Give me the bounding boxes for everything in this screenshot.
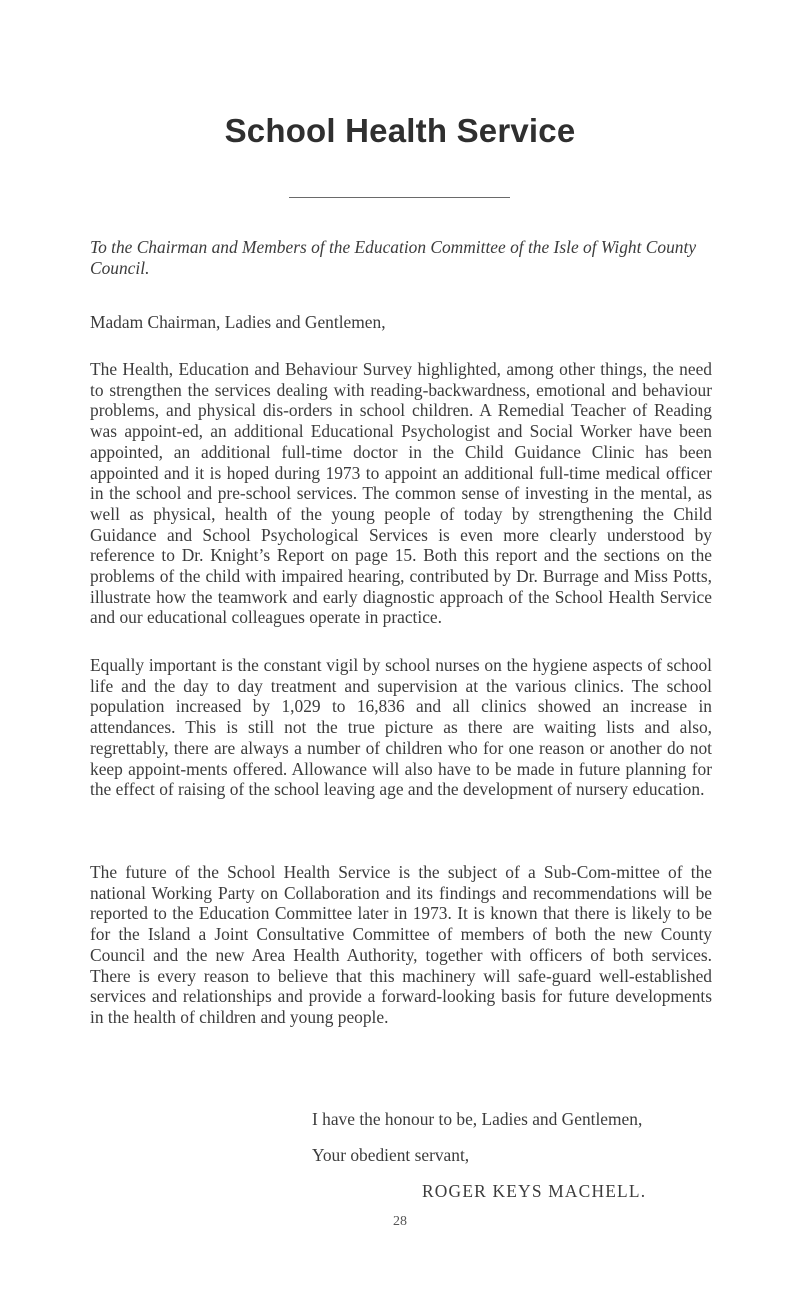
- address-line: To the Chairman and Members of the Education Committee of the Isle of Wight County Council.: [90, 237, 697, 278]
- page-title: School Health Service: [224, 112, 576, 149]
- paragraph-3: The future of the School Health Service is the subject of a Sub-Com-mittee of the national Working Party on Collaboration and its findings and recommendations will be reported to the Education Committee later in 1973. It is known that there is likely to be for the Island a Joint Consultative Committee of members of both the new County Council and the new Area Health Authority, together with officers of both services. There is every reason to believe that this machinery will safe-guard well-established services and relationships and provide a forward-looking basis for future developments in the health of children and young people.: [90, 862, 712, 1027]
- signature: ROGER KEYS MACHELL.: [422, 1181, 647, 1201]
- paragraph-2: Equally important is the constant vigil by school nurses on the hygiene aspects of school life and the day to day treatment and supervision at the various clinics. The school population increased by 1,029 to 16,836 and all clinics showed an increase in attendances. This is still not the true picture as there are waiting lists and also, regrettably, there are always a number of children who for one reason or another do not keep appoint-ments offered. Allowance will also have to be made in future planning for the effect of raising of the school leaving age and the development of nursery education.: [90, 655, 712, 800]
- page-number: 28: [393, 1214, 407, 1229]
- closing-line: I have the honour to be, Ladies and Gentlemen,: [312, 1109, 643, 1129]
- closing-servant: Your obedient servant,: [312, 1145, 470, 1165]
- salutation: Madam Chairman, Ladies and Gentlemen,: [90, 312, 386, 332]
- paragraph-1: The Health, Education and Behaviour Survey highlighted, among other things, the need to strengthen the services dealing with reading-backwardness, emotional and behaviour problems, and physical dis-orders in school children. A Remedial Teacher of Reading was appoint-ed, an additional Educational Psychologist and Social Worker have been appointed, an additional full-time doctor in the Child Guidance Clinic has been appointed and it is hoped during 1973 to appoint an additional full-time medical officer in the school and pre-school services. The common sense of investing in the mental, as well as physical, health of the young people of today by strengthening the Child Guidance and School Psychological Services is even more clearly understood by reference to Dr. Knight’s Report on page 15. Both this report and the sections on the problems of the child with impaired hearing, contributed by Dr. Burrage and Miss Potts, illustrate how the teamwork and early diagnostic approach of the School Health Service and our educational colleagues operate in practice.: [90, 359, 712, 628]
- title-divider: [289, 197, 510, 198]
